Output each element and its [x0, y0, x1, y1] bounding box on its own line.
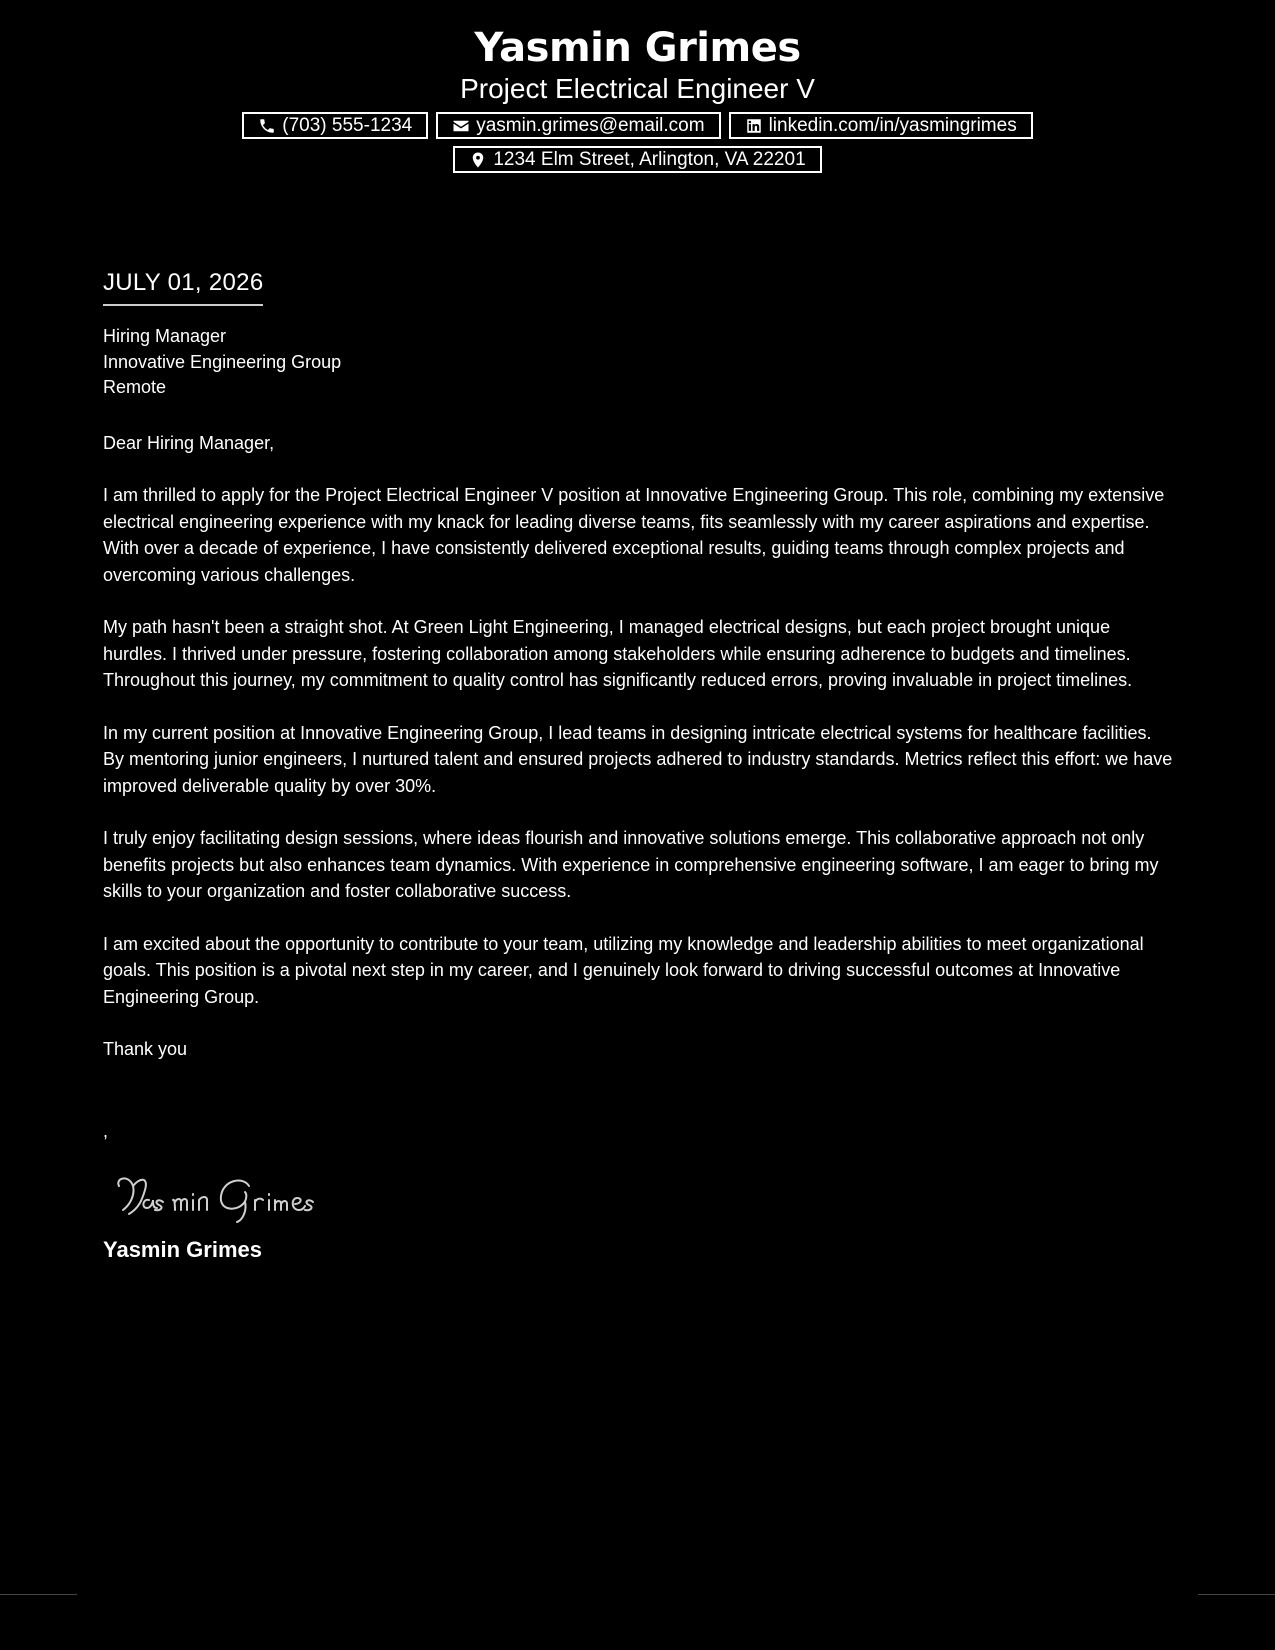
salutation: Dear Hiring Manager, [103, 432, 275, 453]
email-text: yasmin.grimes@email.com [476, 114, 705, 136]
signature-image [109, 1164, 369, 1224]
body-paragraph: I truly enjoy facilitating design sessions, where ideas flourish and innovative solutions emerge. This collaborative approach not only benefits projects but also enhances team dynamics. With experience in comprehensive engineering software, I am eager to bring my skills to your organization and foster collaborative success. [103, 828, 1159, 901]
applicant-title: Project Electrical Engineer V [460, 73, 815, 104]
recipient-block [103, 324, 1173, 401]
address-text: 1234 Elm Street, Arlington, VA 22201 [493, 148, 806, 170]
letter-header [0, 24, 1275, 173]
handwritten-signature [109, 1164, 1173, 1224]
email-contact[interactable] [436, 112, 720, 139]
linkedin-text: linkedin.com/in/yasmingrimes [768, 114, 1017, 136]
letter-date: JULY 01, 2026 [103, 266, 263, 306]
phone-icon [258, 117, 276, 135]
letter-body [103, 266, 1173, 1264]
recipient-company: Innovative Engineering Group [103, 351, 342, 372]
applicant-name: Yasmin Grimes [474, 25, 801, 71]
closing-comma: , [103, 1120, 109, 1141]
closing-line: Thank you [103, 1039, 188, 1059]
footer-rule-left [0, 1594, 77, 1595]
address-contact [453, 146, 821, 173]
body-paragraph: My path hasn't been a straight shot. At Green Light Engineering, I managed electrical designs, but each project brought unique hurdles. I thrived under pressure, fostering collaboration among stakeholders while ensuring adherence to budgets and timelines. Throughout this journey, my commitment to quality control has significantly reduced errors, proving invaluable in project timelines. [103, 617, 1133, 690]
linkedin-contact[interactable] [729, 112, 1033, 139]
envelope-icon [452, 117, 470, 135]
signer-name: Yasmin Grimes [103, 1237, 262, 1262]
phone-text: (703) 555-1234 [282, 114, 413, 136]
linkedin-icon [745, 117, 763, 135]
recipient-title: Hiring Manager [103, 326, 227, 346]
body-paragraph: I am thrilled to apply for the Project Electrical Engineer V position at Innovative Engineering Group. This role, combining my extensive electrical engineering experience with my knack for leading diverse teams, fits seamlessly with my career aspirations and expertise. With over a decade of experience, I have consistently delivered exceptional results, guiding teams through complex projects and overcoming various challenges. [103, 485, 1165, 585]
address-row [0, 146, 1275, 173]
body-paragraph: I am excited about the opportunity to contribute to your team, utilizing my knowledge and leadership abilities to meet organizational goals. This position is a pivotal next step in my career, and I genuinely look forward to driving successful outcomes at Innovative Engineering Group. [103, 933, 1144, 1007]
footer-rule-right [1198, 1594, 1275, 1595]
phone-contact[interactable] [242, 112, 428, 139]
map-pin-icon [469, 151, 487, 169]
recipient-location: Remote [103, 377, 167, 397]
body-paragraph: In my current position at Innovative Engineering Group, I lead teams in designing intricate electrical systems for healthcare facilities. By mentoring junior engineers, I nurtured talent and ensured projects adhered to industry standards. Metrics reflect this effort: we have improved deliverable quality by over 30%. [103, 722, 1173, 796]
contact-row [0, 112, 1275, 139]
